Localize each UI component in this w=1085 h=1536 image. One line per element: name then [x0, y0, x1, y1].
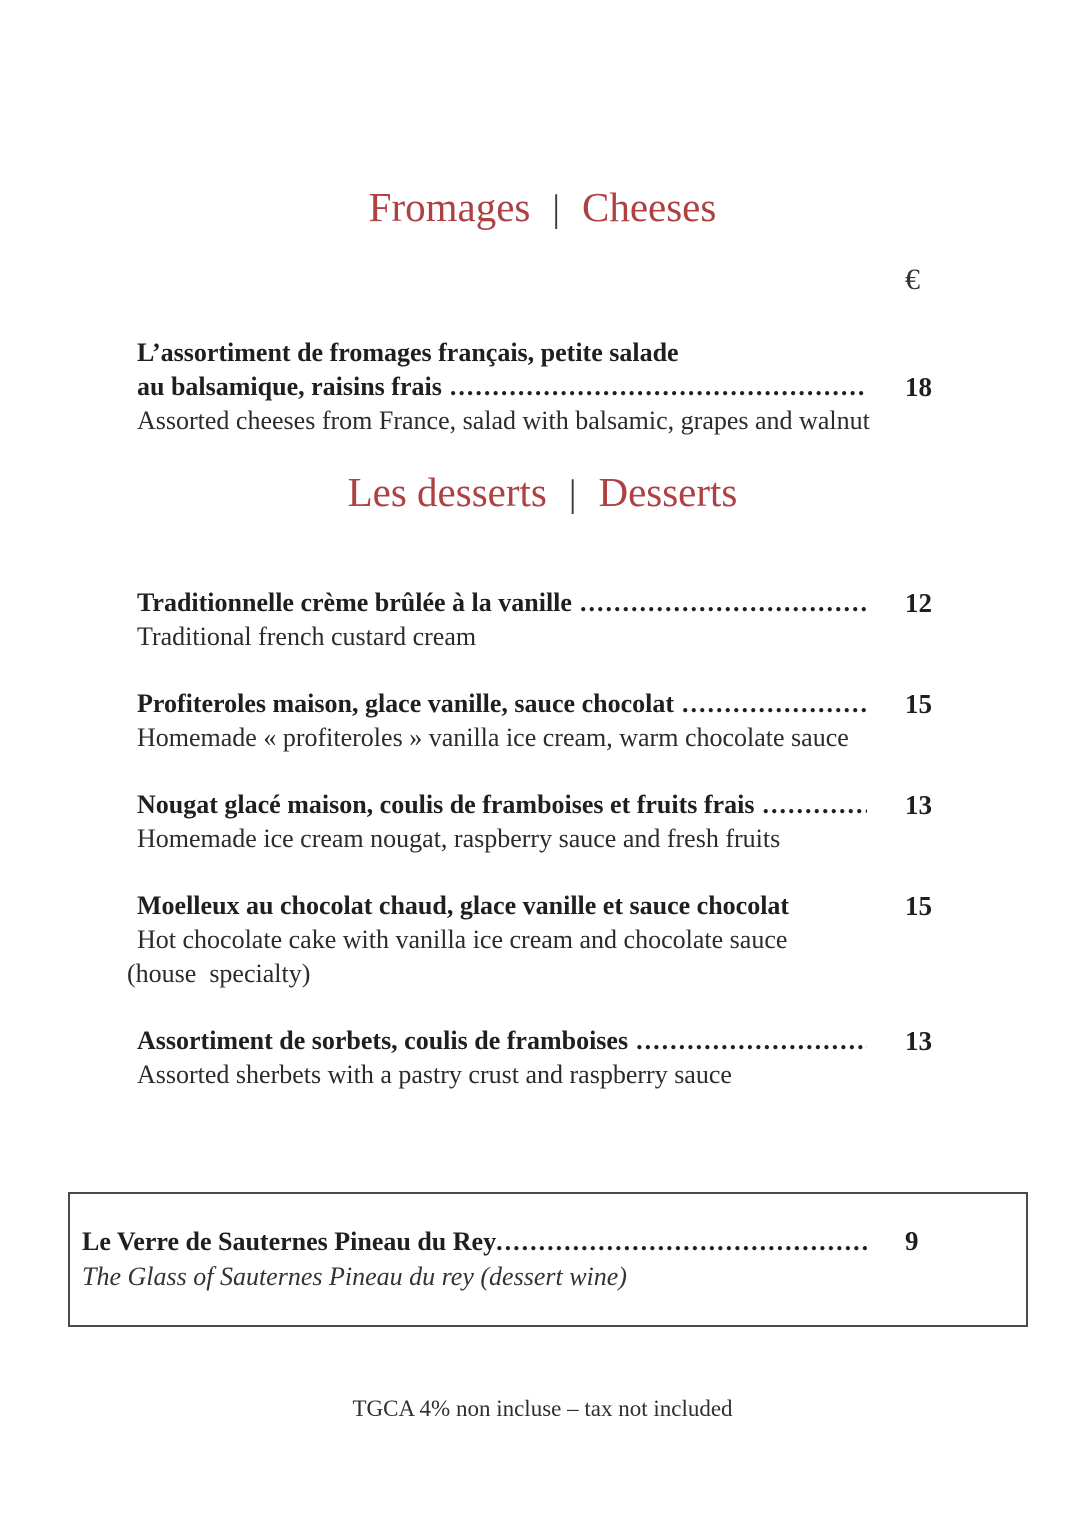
item-name-french: Nougat glacé maison, coulis de framboises et fruits frais	[137, 790, 755, 819]
menu-item-sorbets	[137, 1024, 975, 1092]
heading-separator: |	[552, 188, 560, 230]
section-heading-desserts	[0, 467, 1085, 519]
item-price-row	[137, 370, 975, 404]
tax-notice: TGCA 4% non incluse – tax not included	[352, 1396, 733, 1421]
wine-price: 9	[905, 1226, 919, 1256]
section-heading-fromages	[0, 182, 1085, 234]
item-description-english: Assorted cheeses from France, salad with balsamic, grapes and walnut	[137, 406, 870, 435]
menu-item-cheese-assortment	[137, 336, 975, 438]
item-price: 12	[905, 588, 932, 618]
currency-symbol: €	[905, 263, 920, 296]
menu-item-creme-brulee	[137, 586, 975, 654]
dot-leader	[580, 586, 867, 620]
heading-english-label: Cheeses	[581, 184, 717, 230]
item-price-row	[137, 687, 975, 721]
wine-name-french: Le Verre de Sauternes Pineau du Rey	[82, 1227, 497, 1256]
item-price: 13	[905, 790, 932, 820]
item-name-french: Traditionnelle crème brûlée à la vanille	[137, 588, 572, 617]
item-price-row	[137, 788, 975, 822]
item-price-row	[137, 1024, 975, 1058]
item-price: 18	[905, 372, 932, 402]
item-price-row	[137, 586, 975, 620]
item-price-row	[82, 1224, 975, 1259]
item-name-french: Profiteroles maison, glace vanille, sauce chocolat	[137, 689, 674, 718]
item-description-english: Traditional french custard cream	[137, 622, 477, 651]
item-name-french: Assortiment de sorbets, coulis de framboises	[137, 1026, 629, 1055]
menu-item-profiteroles	[137, 687, 975, 755]
heading-english-label: Desserts	[598, 469, 738, 515]
spacer	[145, 263, 867, 297]
wine-suggestion-box	[68, 1192, 1028, 1327]
dot-leader	[762, 788, 867, 822]
item-price: 13	[905, 1026, 932, 1056]
item-price: 15	[905, 689, 932, 719]
menu-item-nougat-glace	[137, 788, 975, 856]
menu-item-moelleux-chocolat	[127, 889, 975, 991]
heading-french-label: Fromages	[368, 184, 531, 230]
item-name-french-line1: L’assortiment de fromages français, petite salade	[137, 338, 679, 367]
spacer	[797, 889, 867, 923]
dot-leader	[496, 1224, 867, 1259]
item-description-english: Hot chocolate cake with vanilla ice cream and chocolate sauce	[137, 925, 788, 954]
heading-separator: |	[568, 473, 577, 515]
item-description-english: Homemade « profiteroles » vanilla ice cream, warm chocolate sauce	[137, 723, 849, 752]
dot-leader	[682, 687, 867, 721]
desserts-section	[0, 586, 1085, 1092]
item-description-english: Homemade ice cream nougat, raspberry sauce and fresh fruits	[137, 824, 781, 853]
item-name-french-line2: au balsamique, raisins frais	[137, 372, 442, 401]
item-price-row	[137, 889, 975, 923]
item-name-french: Moelleux au chocolat chaud, glace vanille et sauce chocolat	[137, 891, 790, 920]
wine-description-english: The Glass of Sauternes Pineau du rey (dessert wine)	[82, 1262, 627, 1291]
dot-leader	[636, 1024, 867, 1058]
item-price: 15	[905, 891, 932, 921]
item-description-english-line2: (house specialty)	[127, 959, 311, 988]
cheese-section	[0, 263, 1085, 438]
item-description-english: Assorted sherbets with a pastry crust and raspberry sauce	[137, 1060, 732, 1089]
dot-leader	[450, 370, 867, 404]
currency-header-row	[137, 263, 975, 297]
heading-french-label: Les desserts	[347, 469, 547, 515]
